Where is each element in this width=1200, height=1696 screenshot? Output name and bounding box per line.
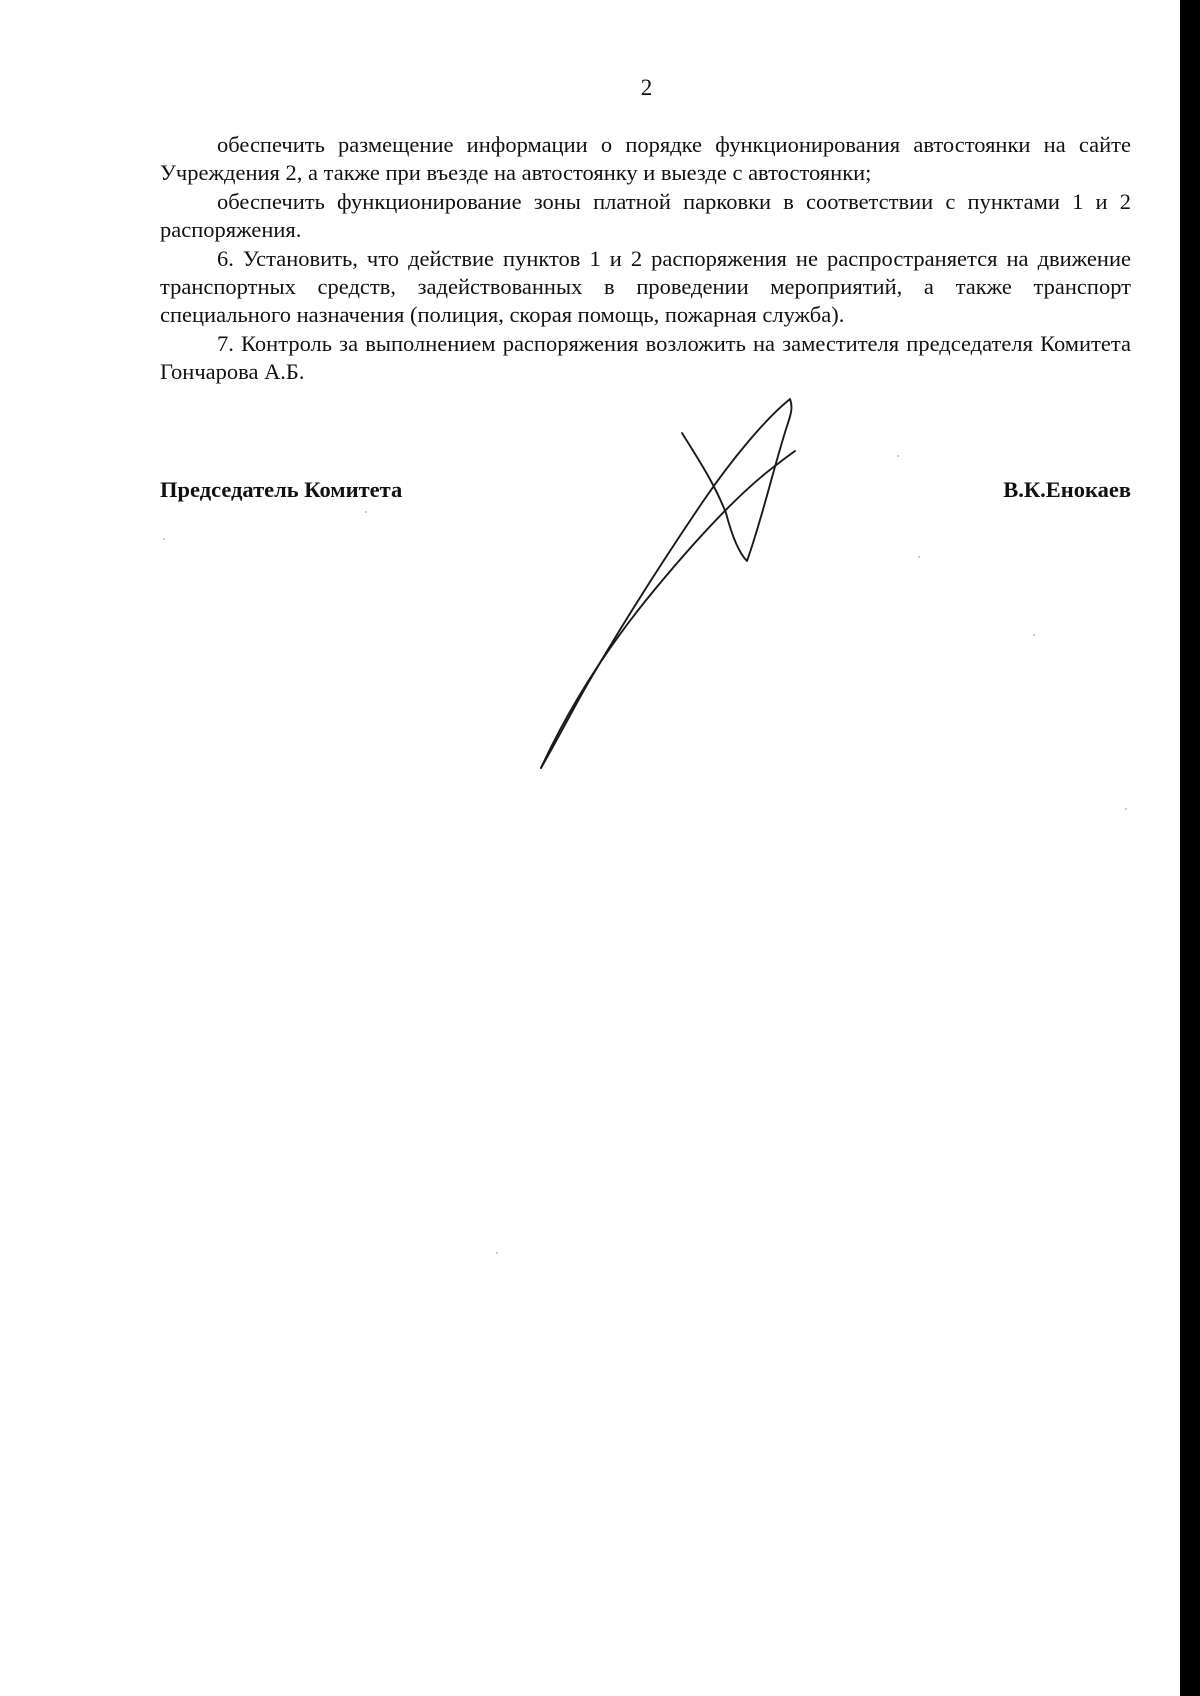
scan-edge-strip xyxy=(1180,0,1200,1696)
page-number: 2 xyxy=(640,75,653,100)
document-body xyxy=(160,131,1131,387)
scan-speck xyxy=(897,455,899,457)
paragraph-paid-parking-zone: обеспечить функционирование зоны платной парковки в соответствии с пунктами 1 и 2 распоряжения. xyxy=(160,188,1131,243)
signatory-title: Председатель Комитета xyxy=(160,477,403,502)
scan-speck xyxy=(163,538,165,540)
signatory-name: В.К.Енокаев xyxy=(1003,477,1131,502)
scan-speck xyxy=(1125,808,1127,810)
scan-speck xyxy=(496,1252,498,1254)
paragraph-info-placement: обеспечить размещение информации о порядке функционирования автостоянки на сайте Учреждения 2, а также при въезде на автостоянку и выезде с автостоянки; xyxy=(160,132,1131,186)
scan-speck xyxy=(918,556,920,558)
handwritten-signature xyxy=(520,360,860,780)
scan-speck xyxy=(1033,634,1035,636)
paragraph-item-7: 7. Контроль за выполнением распоряжения возложить на заместителя председателя Комитета Гончарова А.Б. xyxy=(160,330,1131,385)
scan-speck xyxy=(365,511,367,513)
paragraph-item-6: 6. Установить, что действие пунктов 1 и 2 распоряжения не распространяется на движение транспортных средств, задействованных в проведении мероприятий, а также транспорт специального назначения (полиция, скорая помощь, пожарная служба). xyxy=(160,245,1131,328)
